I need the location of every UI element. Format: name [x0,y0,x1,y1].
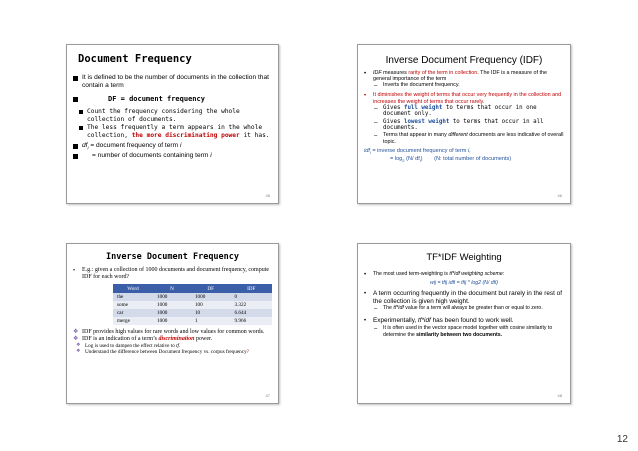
variable: i [179,142,182,149]
table-cell: 100 [191,301,231,309]
tfidf-formula: wij = tfij idfi = tfij * log2 (N/ dfi) [429,280,499,286]
text-run: documents are less indicative of overall topic. [383,132,564,145]
highlighted-text: It diminishes the weight of terms that occur very frequently in the collection and increases the weight of terms that occur rarely. [373,92,562,105]
table-cell: 1000 [153,301,191,309]
text-run: to terms that occur in one document only. [383,104,537,118]
slide-document-frequency [66,44,279,204]
idf-formula-definition [364,148,564,156]
sub-bullet-text [383,105,564,118]
idf-formula [364,156,564,164]
subscript: i [419,158,421,164]
diamond-bullet-icon: ❖ [76,343,81,348]
sub-bullet [73,349,272,355]
idf-table [113,284,272,325]
slide-title: Document Frequency [78,53,192,65]
table-cell: 9.966 [231,317,272,325]
slide-number: 45 [265,193,270,198]
bullet-text [82,336,272,343]
text-run: ) [420,156,423,163]
table-cell: some [113,301,153,309]
text-run: = log [390,156,403,163]
diamond-bullet-icon: ❖ [76,349,81,354]
text-run: = document frequency of term [88,142,180,149]
bullet [73,95,272,103]
dot-bullet-icon: • [364,291,367,298]
dot-bullet-icon: • [364,318,367,325]
text-run: power. [194,336,213,342]
square-bullet-icon [73,97,78,102]
highlighted-text: ? [246,349,249,355]
bullet-text [373,271,564,277]
bullet-text: A term occurring frequently in the document but rarely in the rest of the collection is given high weight. [373,290,562,305]
bullet-text [373,317,564,325]
bullet [364,290,564,305]
table-cell: 0 [231,293,272,301]
slide-number: 47 [265,393,270,398]
subscript: i [87,145,89,151]
slide-number: 48 [557,393,562,398]
text-run: IDF [373,70,382,76]
text-run: IDF is an indication of a term’s [82,336,159,342]
text-run: The [383,305,394,312]
definition-text [82,152,272,160]
text-run: It is often used in the vector space model together with cosine similarity to determine the [383,325,553,338]
text-run: Gives [383,104,404,111]
slide-idf-example [66,243,279,404]
sub-bullet-text [85,349,272,355]
dash-bullet-icon: – [374,83,378,90]
column-header: Word [113,284,153,293]
text-run: tf*idf [418,317,431,325]
table-cell: 1000 [191,293,231,301]
sub-bullet [364,325,564,337]
bullet [73,142,272,152]
column-header: IDF [231,284,272,293]
variable: i [210,152,212,160]
sub-bullet [73,108,272,123]
text-run: value for a term will always be greater than or equal to zero. [403,305,543,312]
text-run: Understand the difference between Document frequency vs. corpus frequency [85,349,247,355]
sub-bullet-text: Count the frequency considering the whole collection of documents. [87,108,240,123]
text-run: measures [381,70,409,76]
sub-bullet-text [383,119,564,132]
text-run: Experimentally, [373,317,418,325]
slide-title: Inverse Document Frequency (IDF) [385,55,543,66]
bullet-text: IDF provides high values for rare words and low values for common words. [82,329,265,335]
square-bullet-icon [73,154,78,159]
sub-bullet-text [383,325,564,337]
df-formula: DF = document frequency [108,95,205,103]
sub-bullet [73,124,272,139]
diamond-bullet-icon: ❖ [73,329,79,335]
table-cell: 1 [191,317,231,325]
table-cell: 3.322 [231,301,272,309]
text-run: tf [176,343,179,349]
sub-bullet-text: Inverts the document frequency. [383,82,460,89]
slide-idf [357,44,571,204]
dot-bullet-icon: • [73,268,76,274]
definition-text [82,142,272,152]
dash-bullet-icon: – [374,104,378,112]
bullet-text: E.g.: given a collection of 1000 documents and document frequency, compute IDF for each word? [82,267,270,280]
slide-body [73,74,272,160]
dot-bullet-icon: • [364,93,367,100]
slide-body [73,267,272,355]
table-row [113,301,272,309]
subscript: i [369,149,371,155]
formula-note: (N: total number of documents) [434,156,512,163]
subscript: 2 [402,158,405,164]
variable: df [82,142,88,149]
table-cell: 1000 [153,293,191,301]
highlighted-text: full weight [403,104,443,111]
highlighted-text: rarity of the term in collection [408,70,478,76]
dash-bullet-icon: – [374,118,378,126]
square-bullet-icon [79,110,83,114]
table-cell: 10 [191,309,231,317]
highlighted-text: discrimination [158,336,195,342]
table-cell: car [113,309,153,317]
sub-bullet [374,119,564,132]
sub-bullet-text [87,124,272,139]
sub-bullet [374,105,564,118]
sub-bullet [364,305,564,313]
square-bullet-icon [73,144,78,149]
text-run: (N/ df [404,156,420,163]
table-cell: 1000 [153,309,191,317]
table-header-row [113,284,272,293]
dash-bullet-icon: – [374,306,378,313]
variable: i, [467,147,471,154]
text-run: The most used term-weighting is [373,271,450,277]
sub-bullet [374,132,564,144]
table-cell: merge [113,317,153,325]
column-header: N [153,284,191,293]
text-run: . [178,343,181,349]
slide-number: 46 [557,193,562,198]
square-bullet-icon [79,126,83,130]
text-run: tf*idf [393,305,404,312]
bullet [364,92,564,104]
square-bullet-icon [73,76,78,81]
dot-bullet-icon: • [364,272,367,278]
slide-title: Inverse Document Frequency [105,252,240,262]
slide-title: TF*IDF Weighting [426,252,502,263]
dash-bullet-icon: – [374,326,378,333]
highlighted-text: similarity between two documents. [416,331,503,338]
slide-body [364,70,564,164]
column-header: DF [191,284,231,293]
text-run: it has. [239,131,270,139]
variable: idf [364,147,370,154]
bullet [73,336,272,343]
bullet [73,329,272,336]
slide-body [364,271,564,338]
table-row [113,317,272,325]
text-run: = number of documents containing term [92,152,211,160]
slide-tfidf-weighting [357,243,571,404]
table-row [113,293,272,301]
text-run: . The IDF is a measure of the general importance of the term [373,70,547,83]
bullet [73,152,272,160]
table-cell: 6.644 [231,309,272,317]
highlighted-text: lowest weight [403,118,450,125]
bullet [364,317,564,325]
sub-bullet-text [383,305,564,311]
highlighted-text: the more discriminating power [131,131,240,139]
table-cell: the [113,293,153,301]
text-run: Terms that appear in many [383,132,449,139]
text-run: different [448,132,468,139]
table-cell: 1000 [153,317,191,325]
page-number: 12 [616,434,628,445]
text-run: Gives [383,118,404,125]
dash-bullet-icon: – [374,133,378,140]
sub-bullet [374,82,564,90]
text-run: has been found to work well. [430,317,514,325]
text-run: to terms that occur in all documents. [383,118,544,132]
text-run: tf*idf weighting scheme: [449,271,505,277]
sub-bullet-text [383,132,564,144]
text-run: The less frequently a term appears in the whole collection, [87,124,263,139]
definition-text: It is defined to be the number of documents in the collection that contain a term [82,74,269,89]
bullet [364,271,564,279]
text-run: = inverse document frequency of term [370,147,468,154]
bullet [73,74,272,90]
table-row [113,309,272,317]
bullet [364,70,564,82]
text-run: Log is used to dampen the effect relative to [85,343,177,349]
bullet-text [373,70,564,82]
bullet [73,267,272,281]
diamond-bullet-icon: ❖ [73,336,79,342]
dot-bullet-icon: • [364,71,367,77]
